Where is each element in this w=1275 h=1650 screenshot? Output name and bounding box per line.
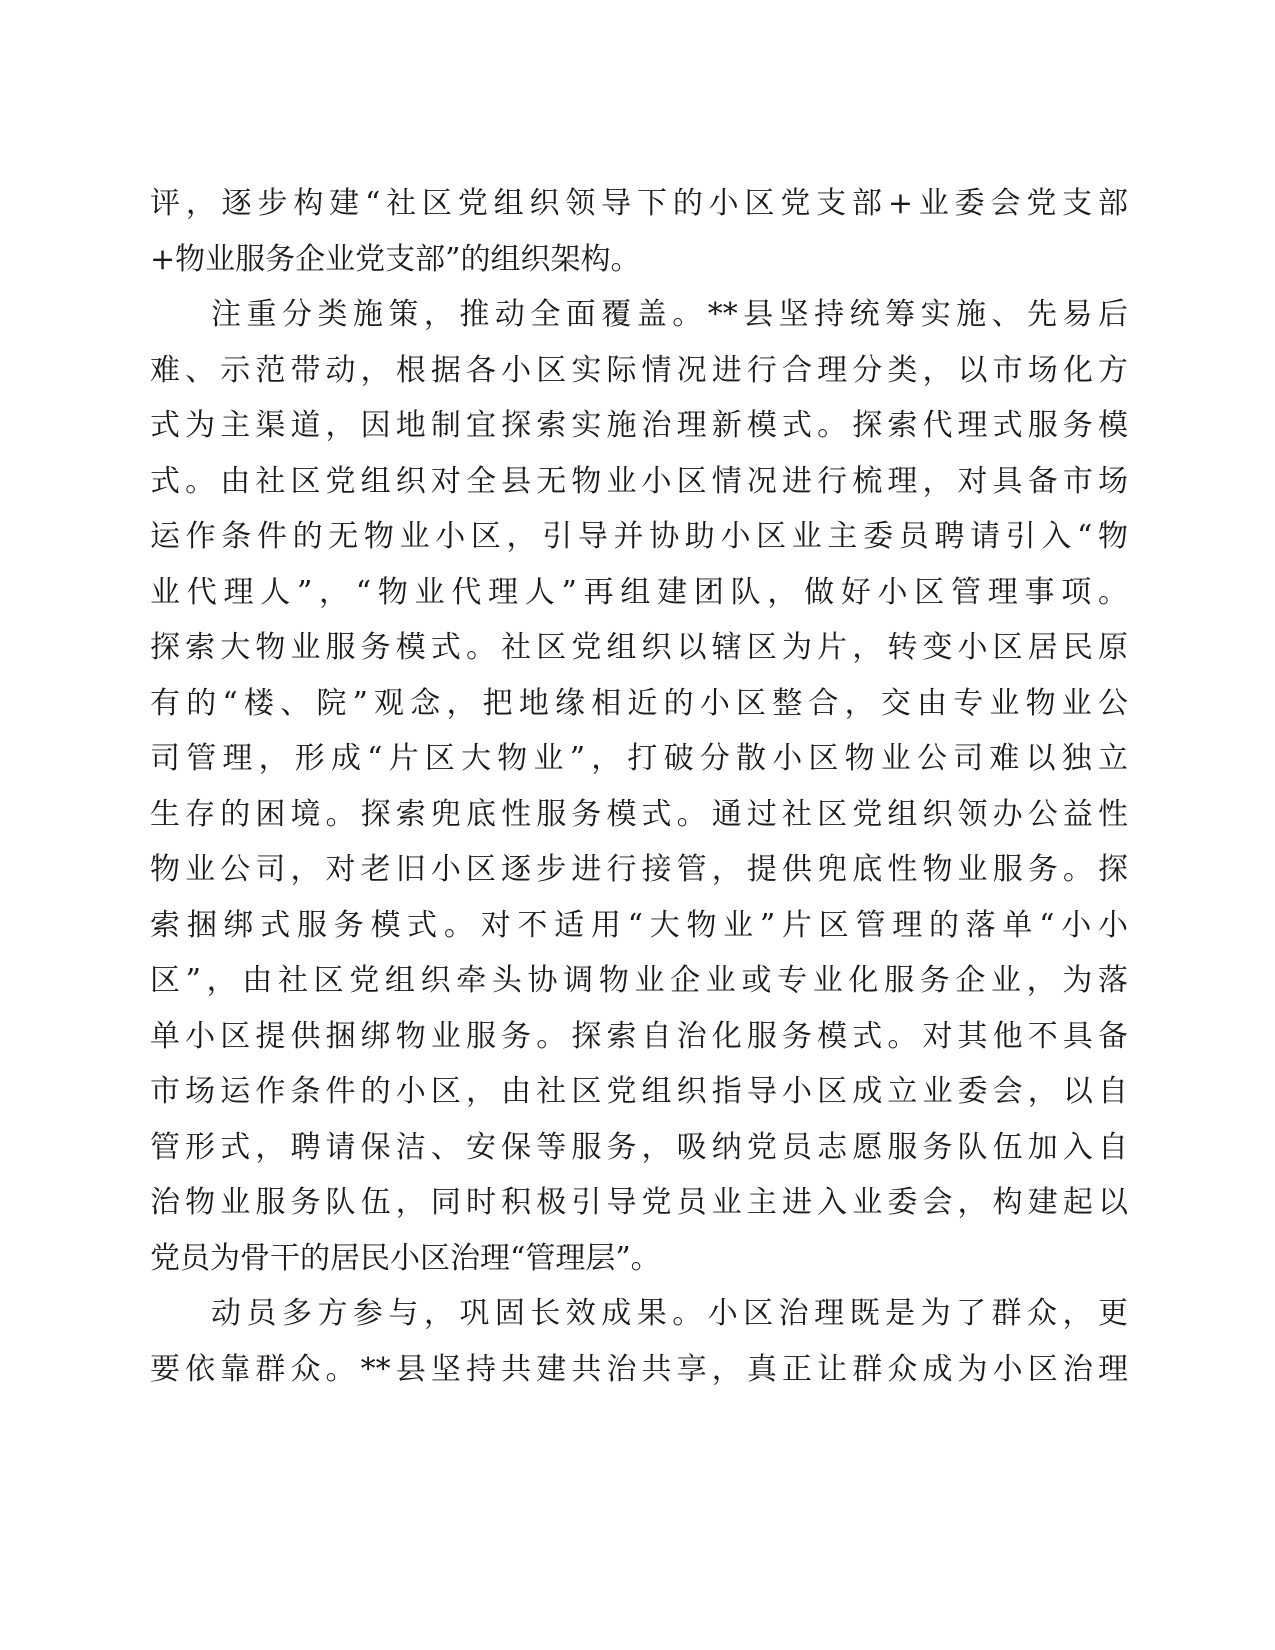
text-line: 式。由社区党组织对全县无物业小区情况进行梳理，对具备市场	[150, 463, 1128, 499]
text-line: 索捆绑式服务模式。对不适用“大物业”片区管理的落单“小小	[150, 907, 1128, 943]
text-line: 单小区提供捆绑物业服务。探索自治化服务模式。对其他不具备	[150, 1018, 1128, 1054]
text-line: 要依靠群众。**县坚持共建共治共享，真正让群众成为小区治理	[150, 1351, 1128, 1387]
text-line: 治物业服务队伍，同时积极引导党员业主进入业委会，构建起以	[150, 1185, 1128, 1220]
paragraph-start-line: 动员多方参与，巩固长效成果。小区治理既是为了群众，更	[211, 1296, 1128, 1331]
text-line: 管形式，聘请保洁、安保等服务，吸纳党员志愿服务队伍加入自	[150, 1129, 1128, 1165]
text-line: 物业公司，对老旧小区逐步进行接管，提供兜底性物业服务。探	[150, 852, 1128, 887]
text-line: 评，逐步构建“社区党组织领导下的小区党支部+业委会党支部	[150, 186, 1128, 221]
text-line: +物业服务企业党支部”的组织架构。	[150, 241, 641, 277]
text-line: 运作条件的无物业小区，引导并协助小区业主委员聘请引入“物	[150, 519, 1128, 554]
text-line: 党员为骨干的居民小区治理“管理层”。	[150, 1240, 661, 1276]
text-line: 区”，由社区党组织牵头协调物业企业或专业化服务企业，为落	[150, 963, 1128, 998]
text-line: 生存的困境。探索兜底性服务模式。通过社区党组织领办公益性	[150, 796, 1128, 832]
text-line: 市场运作条件的小区，由社区党组织指导小区成立业委会，以自	[150, 1074, 1128, 1109]
text-line: 难、示范带动，根据各小区实际情况进行合理分类，以市场化方	[150, 352, 1128, 388]
text-line: 探索大物业服务模式。社区党组织以辖区为片，转变小区居民原	[150, 630, 1128, 665]
text-line: 有的“楼、院”观念，把地缘相近的小区整合，交由专业物业公	[150, 685, 1128, 721]
paragraph-start-line: 注重分类施策，推动全面覆盖。**县坚持统筹实施、先易后	[211, 297, 1128, 332]
text-line: 司管理，形成“片区大物业”，打破分散小区物业公司难以独立	[150, 741, 1128, 776]
text-line: 业代理人”，“物业代理人”再组建团队，做好小区管理事项。	[150, 574, 1128, 610]
text-line: 式为主渠道，因地制宜探索实施治理新模式。探索代理式服务模	[150, 408, 1128, 443]
body-text	[150, 176, 1128, 1397]
